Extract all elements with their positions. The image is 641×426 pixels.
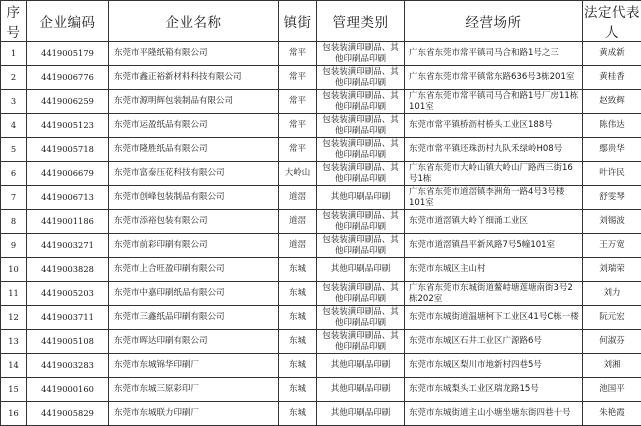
table-row [1,330,641,354]
cell-name: 东莞市前彩印刷有限公司 [109,234,279,258]
cell-address: 广东省东莞市常平镇司马合和路1号之三 [405,42,583,66]
table-row [1,258,641,282]
cell-code: 4419000160 [27,378,109,402]
cell-index: 11 [1,282,27,306]
cell-index: 16 [1,402,27,426]
header-category: 管理类别 [317,1,405,42]
table-row [1,162,641,186]
cell-town: 常平 [279,42,317,66]
cell-code: 4419006259 [27,90,109,114]
cell-representative: 王万宽 [583,234,641,258]
table-row [1,66,641,90]
cell-name: 东莞市运盈纸品有限公司 [109,114,279,138]
cell-code: 4419001186 [27,210,109,234]
cell-address: 东莞市东城街道主山小塘坐塘东街四巷十号 [405,402,583,426]
cell-name: 东莞市中嘉印刷纸品有限公司 [109,282,279,306]
cell-category: 其他印刷品印刷 [317,258,405,282]
cell-address: 东莞市道滘镇昌平新风路7号5幢101室 [405,234,583,258]
cell-representative: 刘锡波 [583,210,641,234]
cell-code: 4419005829 [27,402,109,426]
cell-code: 4419006713 [27,186,109,210]
cell-name: 东莞市上合旺盈印刷有限公司 [109,258,279,282]
cell-address: 东莞市道滘镇大岭丫细涌工业区 [405,210,583,234]
cell-index: 1 [1,42,27,66]
cell-name: 东莞市平隆纸箱有限公司 [109,42,279,66]
cell-category: 包装装潢印刷品、其他印刷品印刷 [317,42,405,66]
cell-code: 4419003283 [27,354,109,378]
cell-address: 东莞市东城区石井工业区广源路6号 [405,330,583,354]
table-row [1,114,641,138]
table-row [1,354,641,378]
cell-representative: 何淑芬 [583,330,641,354]
cell-index: 2 [1,66,27,90]
cell-address: 广东省东莞市大岭山镇大岭山厂路西三街16号1栋 [405,162,583,186]
cell-town: 东城 [279,258,317,282]
cell-town: 大岭山 [279,162,317,186]
cell-index: 9 [1,234,27,258]
cell-code: 4419003828 [27,258,109,282]
cell-category: 包装装潢印刷品、其他印刷品印刷 [317,306,405,330]
cell-category: 包装装潢印刷品、其他印刷品印刷 [317,66,405,90]
cell-name: 东莞市鑫正裕新材料科技有限公司 [109,66,279,90]
cell-town: 东城 [279,282,317,306]
cell-index: 7 [1,186,27,210]
cell-representative: 刘力 [583,282,641,306]
cell-town: 东城 [279,378,317,402]
cell-representative: 鄢贵华 [583,138,641,162]
cell-index: 5 [1,138,27,162]
cell-address: 广东省东莞市常平镇常东路636号3栋201室 [405,66,583,90]
cell-index: 12 [1,306,27,330]
cell-representative: 刘湘 [583,354,641,378]
cell-representative: 刘瑞荣 [583,258,641,282]
cell-name: 东莞市东城锦华印刷厂 [109,354,279,378]
cell-category: 包装装潢印刷品、其他印刷品印刷 [317,162,405,186]
table-row [1,282,641,306]
cell-category: 包装装潢印刷品、其他印刷品印刷 [317,282,405,306]
header-row [1,1,641,42]
cell-category: 包装装潢印刷品、其他印刷品印刷 [317,210,405,234]
cell-code: 4419006776 [27,66,109,90]
cell-name: 东莞市源明辉包装制品有限公司 [109,90,279,114]
table-row [1,306,641,330]
cell-representative: 赵致辉 [583,90,641,114]
cell-index: 6 [1,162,27,186]
cell-code: 4419006679 [27,162,109,186]
cell-representative: 黄成新 [583,42,641,66]
table-row [1,210,641,234]
cell-index: 8 [1,210,27,234]
header-representative: 法定代表人 [583,1,641,42]
header-address: 经营场所 [405,1,583,42]
cell-town: 常平 [279,138,317,162]
table-row [1,234,641,258]
table-body [1,42,641,426]
cell-category: 包装装潢印刷品、其他印刷品印刷 [317,234,405,258]
cell-address: 广东省东莞市常平镇司马合和路1号厂房11栋101室 [405,90,583,114]
cell-name: 东莞市隆胜纸品有限公司 [109,138,279,162]
cell-code: 4419005203 [27,282,109,306]
cell-representative: 叶许民 [583,162,641,186]
cell-category: 包装装潢印刷品、其他印刷品印刷 [317,114,405,138]
cell-town: 常平 [279,90,317,114]
cell-representative: 阮元宏 [583,306,641,330]
cell-representative: 池国平 [583,378,641,402]
cell-category: 其他印刷品印刷 [317,378,405,402]
cell-name: 东莞市晖达印刷有限公司 [109,330,279,354]
cell-town: 东城 [279,402,317,426]
cell-address: 东莞市常平镇桥沥村桥头工业区188号 [405,114,583,138]
cell-code: 4419003271 [27,234,109,258]
cell-name: 东莞市东城联力印刷厂 [109,402,279,426]
header-town: 镇街 [279,1,317,42]
cell-name: 东莞市添裕包装有限公司 [109,210,279,234]
cell-code: 4419005179 [27,42,109,66]
cell-address: 广东省东莞市道滘镇李洲角一路4号3号楼101室 [405,186,583,210]
cell-name: 东莞市东城三原彩印厂 [109,378,279,402]
table-row [1,402,641,426]
cell-name: 东莞市富泰压花科技有限公司 [109,162,279,186]
table-row [1,138,641,162]
cell-code: 4419005108 [27,330,109,354]
cell-category: 其他印刷品印刷 [317,186,405,210]
cell-address: 东莞市东城梨头工业区瑞龙路15号 [405,378,583,402]
cell-address: 广东省东莞市东城街道鳌峙塘莲塘南街3号2栋202室 [405,282,583,306]
cell-town: 道滘 [279,186,317,210]
cell-representative: 朱艳霞 [583,402,641,426]
cell-address: 东莞市东城街道温塘柯下工业区41号C栋一楼 [405,306,583,330]
cell-town: 东城 [279,354,317,378]
header-index: 序号 [1,1,27,42]
cell-category: 包装装潢印刷品、其他印刷品印刷 [317,330,405,354]
cell-name: 东莞市创峰包装制品有限公司 [109,186,279,210]
cell-address: 东莞市常平镇还珠沥村九队禾绿岭H08号 [405,138,583,162]
cell-index: 15 [1,378,27,402]
table-row [1,186,641,210]
table-row [1,90,641,114]
cell-representative: 舒雯琴 [583,186,641,210]
cell-code: 4419005123 [27,114,109,138]
cell-index: 10 [1,258,27,282]
cell-representative: 黄桂香 [583,66,641,90]
cell-representative: 陈伟达 [583,114,641,138]
cell-town: 常平 [279,114,317,138]
cell-town: 道滘 [279,210,317,234]
header-code: 企业编码 [27,1,109,42]
cell-code: 4419005718 [27,138,109,162]
cell-category: 包装装潢印刷品、其他印刷品印刷 [317,90,405,114]
cell-address: 东莞市东城区主山村 [405,258,583,282]
cell-address: 东莞市东城区梨川市地新村四巷5号 [405,354,583,378]
cell-category: 其他印刷品印刷 [317,354,405,378]
cell-name: 东莞市三鑫纸品印刷有限公司 [109,306,279,330]
cell-town: 东城 [279,330,317,354]
cell-index: 4 [1,114,27,138]
table-row [1,42,641,66]
cell-index: 3 [1,90,27,114]
cell-code: 4419003711 [27,306,109,330]
cell-index: 14 [1,354,27,378]
cell-town: 常平 [279,66,317,90]
header-name: 企业名称 [109,1,279,42]
cell-town: 道滘 [279,234,317,258]
cell-category: 其他印刷品印刷 [317,402,405,426]
cell-category: 包装装潢印刷品、其他印刷品印刷 [317,138,405,162]
cell-index: 13 [1,330,27,354]
table-row [1,378,641,402]
cell-town: 东城 [279,306,317,330]
